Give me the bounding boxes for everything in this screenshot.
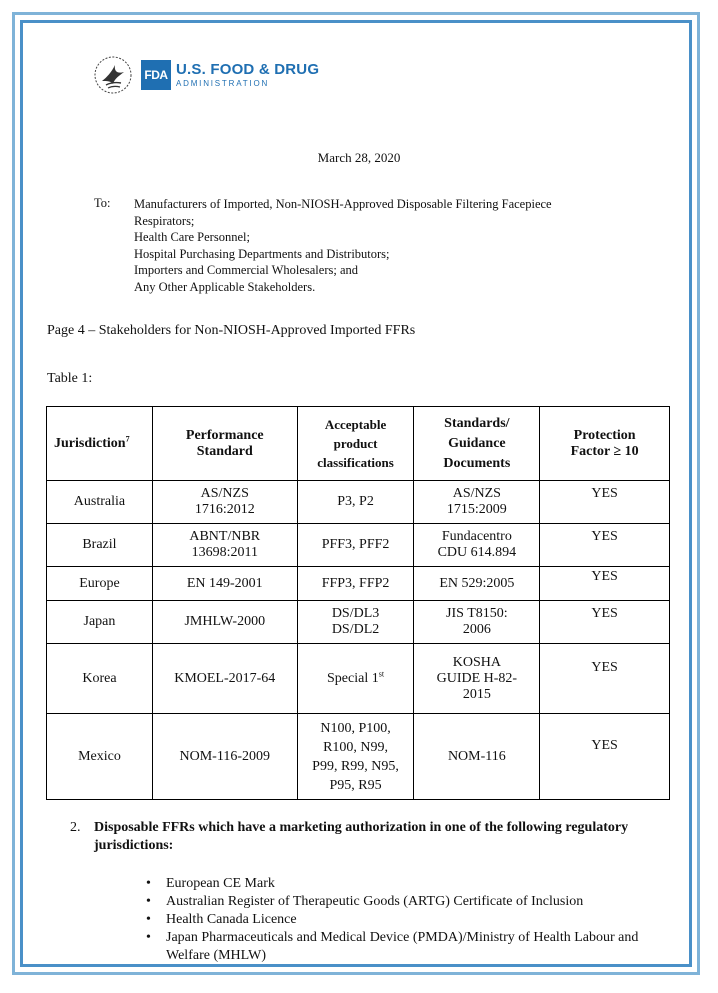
header-acceptable-classifications: Acceptable product classifications [297, 407, 414, 481]
cell-performance: JMHLW-2000 [152, 601, 297, 644]
agency-subtitle: ADMINISTRATION [176, 79, 270, 88]
cell-acceptable: PFF3, PFF2 [297, 524, 414, 567]
header-protection-factor: Protection Factor ≥ 10 [540, 407, 670, 481]
recipient-line: Importers and Commercial Wholesalers; and [134, 263, 359, 277]
cell-protection: YES [540, 567, 670, 601]
fda-logo [93, 52, 319, 98]
list-item: • Health Canada Licence [146, 911, 666, 929]
cell-performance: AS/NZS 1716:2012 [152, 481, 297, 524]
jurisdiction-table [46, 406, 670, 800]
table-header-row [47, 407, 670, 481]
page-heading: Page 4 – Stakeholders for Non-NIOSH-Approved Imported FFRs [47, 323, 416, 338]
recipient-line: Respirators; [134, 213, 195, 228]
table-row [47, 481, 670, 524]
cell-performance: NOM-116-2009 [152, 714, 297, 800]
cell-standards: Fundacentro CDU 614.894 [414, 524, 540, 567]
table-row [47, 714, 670, 800]
section-2 [70, 819, 650, 855]
recipient-line: Manufacturers of Imported, Non-NIOSH-Approved Disposable Filtering Facepiece [134, 197, 552, 211]
cell-jurisdiction: Europe [47, 567, 153, 601]
cell-standards: JIS T8150: 2006 [414, 601, 540, 644]
recipient-line: Health Care Personnel; [134, 230, 250, 244]
table-label: Table 1: [47, 371, 93, 386]
to-label: To: [94, 196, 111, 210]
cell-performance: EN 149-2001 [152, 567, 297, 601]
table-row [47, 567, 670, 601]
recipient-line: Hospital Purchasing Departments and Distributors; [134, 246, 390, 261]
cell-standards: AS/NZS 1715:2009 [414, 481, 540, 524]
cell-jurisdiction: Mexico [47, 714, 153, 800]
table-row [47, 524, 670, 567]
fda-logo-box: FDA [141, 60, 171, 90]
cell-acceptable: P3, P2 [297, 481, 414, 524]
cell-jurisdiction: Brazil [47, 524, 153, 567]
cell-protection: YES [540, 644, 670, 714]
cell-acceptable: DS/DL3 DS/DL2 [297, 601, 414, 644]
letter-date: March 28, 2020 [317, 150, 401, 165]
cell-performance: KMOEL-2017-64 [152, 644, 297, 714]
cell-standards: NOM-116 [414, 714, 540, 800]
cell-protection: YES [540, 481, 670, 524]
cell-jurisdiction: Japan [47, 601, 153, 644]
list-item: • European CE Mark [146, 875, 666, 893]
cell-jurisdiction: Australia [47, 481, 153, 524]
table-row [47, 601, 670, 644]
agency-wordmark [176, 62, 319, 88]
recipient-line: Any Other Applicable Stakeholders. [134, 279, 316, 294]
footnote-marker: 7 [125, 433, 130, 443]
list-item: • Japan Pharmaceuticals and Medical Device (PMDA)/Ministry of Health Labour and Welfare (MHLW) [146, 929, 666, 965]
section-number: 2. [70, 820, 81, 835]
cell-jurisdiction: Korea [47, 644, 153, 714]
hhs-eagle-seal-icon [93, 55, 133, 95]
header-standards-documents: Standards/ Guidance Documents [414, 407, 540, 481]
list-item: • Australian Register of Therapeutic Goods (ARTG) Certificate of Inclusion [146, 893, 666, 911]
header-jurisdiction: Jurisdiction$^7$ [47, 407, 153, 481]
section-heading: Disposable FFRs which have a marketing authorization in one of the following regulatory jurisdictions: [94, 820, 629, 853]
cell-acceptable: FFP3, FFP2 [297, 567, 414, 601]
table-row [47, 644, 670, 714]
cell-protection: YES [540, 601, 670, 644]
cell-performance: ABNT/NBR 13698:2011 [152, 524, 297, 567]
header-performance-standard: Performance Standard [152, 407, 297, 481]
cell-acceptable: Special 1st [297, 644, 414, 714]
ordinal-suffix: st [378, 668, 385, 678]
cell-standards: KOSHA GUIDE H-82- 2015 [414, 644, 540, 714]
recipient-list [134, 196, 604, 295]
agency-name: U.S. FOOD & DRUG [176, 61, 320, 78]
cell-standards: EN 529:2005 [414, 567, 540, 601]
cell-protection: YES [540, 714, 670, 800]
cell-protection: YES [540, 524, 670, 567]
cell-acceptable: N100, P100, R100, N99, P99, R99, N95, P95, R95 [297, 714, 414, 800]
jurisdiction-bullet-list [146, 875, 666, 965]
